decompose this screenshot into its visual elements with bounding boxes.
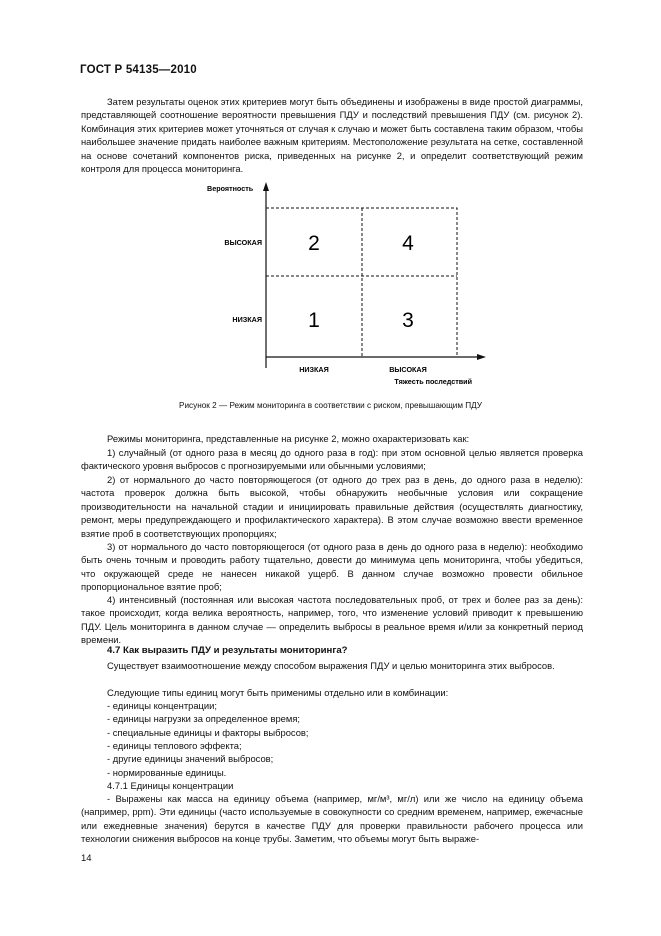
modes-intro: Режимы мониторинга, представленные на рисунке 2, можно охарактеризовать как: — [107, 433, 470, 444]
list-item: - другие единицы значений выбросов; — [107, 753, 274, 764]
cell-mode-3: 3 — [402, 309, 414, 332]
section-paragraph-3: - Выражены как масса на единицу объема (например, мг/м³, мг/л) или же число на единицу объема (например, ppm). Эти единицы (часто используемые в совокупности со средним временем, например, ежечасные или ежедневные значения) берутся в качестве ПДУ для проверки правильности рабочего процесса или технологии снижения выбросов на конце трубы. Заметим, что объемы могут быть выраже- — [81, 793, 583, 845]
cell-mode-4: 4 — [402, 232, 414, 255]
section-paragraph-2: Следующие типы единиц могут быть применимы отдельно или в комбинации: — [107, 687, 449, 698]
row-label-low: НИЗКАЯ — [232, 315, 262, 324]
cell-mode-1: 1 — [308, 309, 320, 332]
list-item: - специальные единицы и факторы выбросов; — [107, 727, 309, 738]
mode-1-text: 1) случайный (от одного раза в месяц до одного раза в год): при этом основной целью является проверка фактического уровня выбросов с прогнозируемыми или обычными условиями; — [81, 447, 583, 472]
col-label-low: НИЗКАЯ — [299, 365, 329, 374]
subsection-heading: 4.7.1 Единицы концентрации — [107, 780, 234, 791]
cell-mode-2: 2 — [308, 232, 320, 255]
mode-3-text: 3) от нормального до часто повторяющегося (от одного раза в день до одного раза в неделю): необходимо быть очень точным и проводить работу тщательно, довести до минимума цепь мониторинга, чтобы убедиться, что окружающей среде не нанесен никакой ущерб. В данном случае возможно провести обильное пропорциональное взятие проб; — [81, 541, 583, 593]
section-heading: 4.7 Как выразить ПДУ и результаты мониторинга? — [107, 645, 348, 656]
y-axis-arrow — [263, 182, 269, 191]
mode-4-text: 4) интенсивный (постоянная или высокая частота последовательных проб, от трех и более раз за день): такое происходит, когда велика вероятность, например, того, что изменение условий приводит к превышению ПДУ. Цель мониторинга в данном случае — определить выбросы в реальное время и/или за конкретный период времени. — [81, 594, 583, 646]
risk-grid — [266, 208, 457, 357]
list-item: - единицы нагрузки за определенное время; — [107, 713, 301, 724]
y-axis-label: Вероятность — [207, 184, 254, 193]
figure-caption: Рисунок 2 — Режим мониторинга в соответствии с риском, превышающим ПДУ — [179, 401, 482, 410]
col-label-high: ВЫСОКАЯ — [389, 365, 427, 374]
page-number: 14 — [81, 853, 92, 864]
risk-matrix-figure — [0, 0, 661, 420]
row-label-high: ВЫСОКАЯ — [224, 238, 262, 247]
list-item: - единицы концентрации; — [107, 700, 217, 711]
x-axis-arrow — [477, 354, 486, 360]
x-axis-label: Тяжесть последствий — [394, 377, 472, 386]
section-paragraph-1: Существует взаимоотношение между способом выражения ПДУ и целью мониторинга этих выбросов. — [107, 660, 555, 671]
list-item: - нормированные единицы. — [107, 767, 227, 778]
mode-2-text: 2) от нормального до часто повторяющегося (от одного до трех раз в день, до одного раза в неделю): частота проверок должна быть высокой, чтобы обнаружить необычные условия или сокращение производительности на начальной стадии и инициировать правильные действия (осуществлять диагностику, ремонт, меры предупреждающего и профилактического характера). В этом случае возможно ввести временное взятие проб в соответствующих пропорциях; — [81, 474, 583, 539]
list-item: - единицы теплового эффекта; — [107, 740, 242, 751]
intro-paragraph: Затем результаты оценок этих критериев могут быть объединены и изображены в виде простой диаграммы, представляющей соотношение вероятности превышения ПДУ и последствий превышения ПДУ (см. рисунок 2). Комбинация этих критериев может уточняться от случая к случаю и может быть составлена таким образом, чтобы наибольшее значение придать наиболее важным критериям. Местоположение результата на сетке, составленной на основе сочетаний компонентов риска, приведенных на рисунке 2, и определит соответствующий режим контроля для процесса мониторинга. — [81, 96, 583, 175]
document-header: ГОСТ Р 54135—2010 — [80, 64, 197, 76]
